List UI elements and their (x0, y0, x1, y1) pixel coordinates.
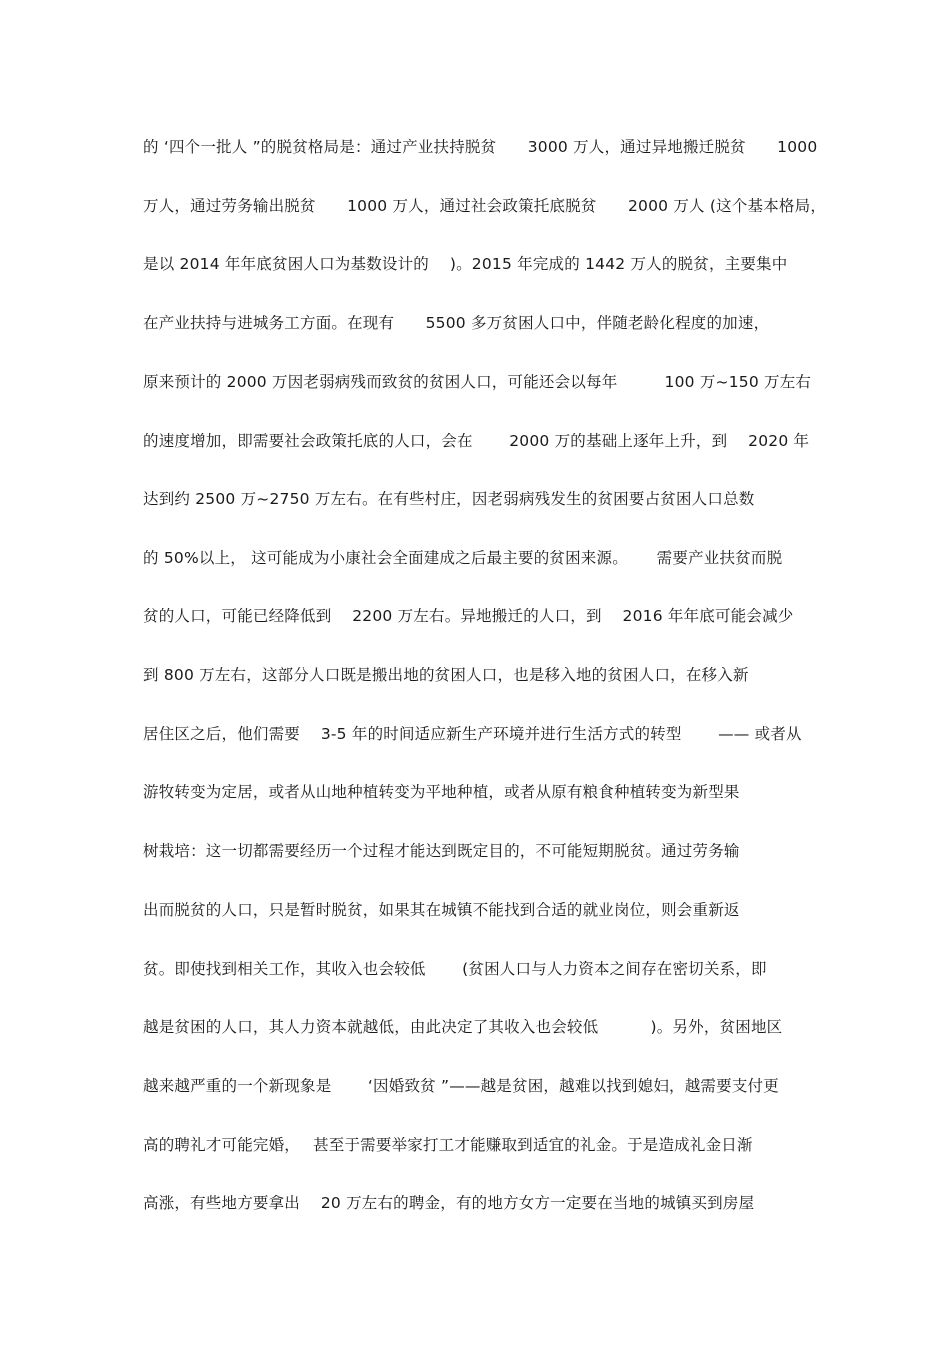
text-line: 原来预计的 2000 万因老弱病残而致贫的贫困人口，可能还会以每年 100 万~150 万左右 (143, 373, 812, 391)
text-line: 树栽培：这一切都需要经历一个过程才能达到既定目的，不可能短期脱贫。通过劳务输 (143, 842, 740, 860)
text-line: 出而脱贫的人口，只是暂时脱贫，如果其在城镇不能找到合适的就业岗位，则会重新返 (143, 901, 740, 919)
text-line: 高涨，有些地方要拿出 20 万左右的聘金，有的地方女方一定要在当地的城镇买到房屋 (143, 1194, 755, 1212)
text-line: 的速度增加，即需要社会政策托底的人口，会在 2000 万的基础上逐年上升，到 2020 年 (143, 432, 810, 450)
text-line: 是以 2014 年年底贫困人口为基数设计的 )。2015 年完成的 1442 万人的脱贫，主要集中 (143, 255, 788, 273)
text-line: 游牧转变为定居，或者从山地种植转变为平地种植，或者从原有粮食种植转变为新型果 (143, 783, 740, 801)
text-line: 越是贫困的人口，其人力资本就越低，由此决定了其收入也会较低 )。另外，贫困地区 (143, 1018, 783, 1036)
text-line: 的 ‘四个一批人 ”的脱贫格局是：通过产业扶持脱贫 3000 万人，通过异地搬迁脱贫 1000 (143, 138, 818, 156)
text-line: 贫的人口，可能已经降低到 2200 万左右。异地搬迁的人口，到 2016 年年底可能会减少 (143, 607, 794, 625)
text-line: 越来越严重的一个新现象是 ‘因婚致贫 ”——越是贫困，越难以找到媳妇，越需要支付更 (143, 1077, 779, 1095)
text-line: 贫。即使找到相关工作，其收入也会较低 (贫困人口与人力资本之间存在密切关系，即 (143, 960, 767, 978)
text-line: 的 50%以上， 这可能成为小康社会全面建成之后最主要的贫困来源。 需要产业扶贫而脱 (143, 549, 783, 567)
text-line: 高的聘礼才可能完婚， 甚至于需要举家打工才能赚取到适宜的礼金。于是造成礼金日渐 (143, 1136, 753, 1154)
text-line: 达到约 2500 万~2750 万左右。在有些村庄，因老弱病残发生的贫困要占贫困人口总数 (143, 490, 755, 508)
text-line: 到 800 万左右，这部分人口既是搬出地的贫困人口，也是移入地的贫困人口，在移入新 (143, 666, 749, 684)
text-line: 在产业扶持与进城务工方面。在现有 5500 多万贫困人口中，伴随老龄化程度的加速， (143, 314, 770, 332)
text-line: 居住区之后，他们需要 3-5 年的时间适应新生产环境并进行生活方式的转型 —— 或者从 (143, 725, 802, 743)
text-line: 万人，通过劳务输出脱贫 1000 万人，通过社会政策托底脱贫 2000 万人 (这个基本格局， (143, 197, 827, 215)
